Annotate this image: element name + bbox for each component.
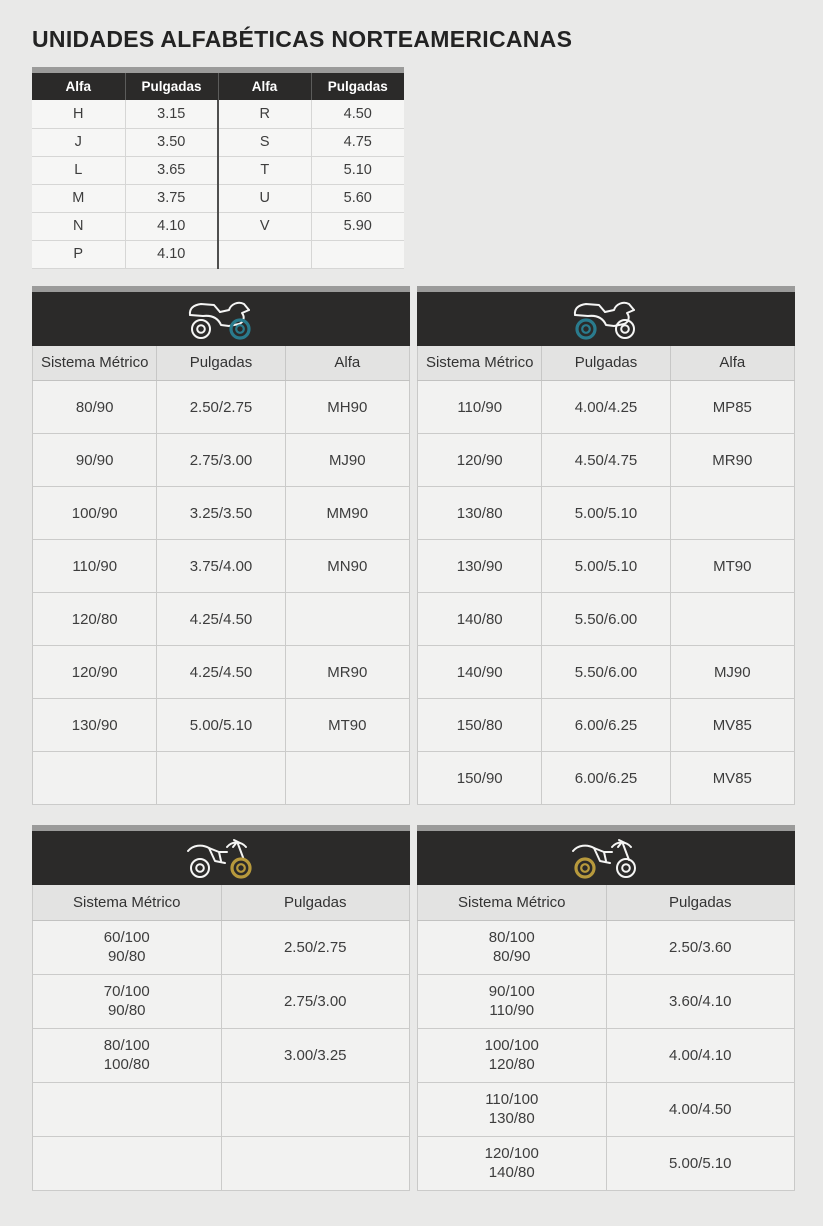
table-cell: MV85 [670, 699, 794, 752]
table-cell: MT90 [285, 699, 409, 752]
table-row [32, 212, 404, 240]
column-header-alfa: Alfa [670, 346, 794, 381]
offroad-front-header-row [33, 885, 410, 920]
table-row [33, 920, 410, 974]
table-cell [221, 1136, 410, 1190]
highlighted-rear-wheel [576, 859, 594, 877]
table-cell: 80/100 80/90 [418, 920, 607, 974]
table-cell [311, 240, 404, 268]
table-cell: 80/100 100/80 [33, 1028, 222, 1082]
table-row [418, 1082, 795, 1136]
column-header-pulgadas: Pulgadas [157, 346, 285, 381]
table-cell: 130/80 [418, 487, 542, 540]
table-row [33, 752, 410, 805]
offroad-rear-header-row [418, 885, 795, 920]
table-cell: V [218, 212, 311, 240]
table-cell: MP85 [670, 381, 794, 434]
table-row [418, 752, 795, 805]
table-cell: 2.50/2.75 [157, 381, 285, 434]
column-header-pulgadas: Pulgadas [542, 346, 670, 381]
table-cell: 120/100 140/80 [418, 1136, 607, 1190]
table-cell: 5.50/6.00 [542, 593, 670, 646]
table-cell: 5.90 [311, 212, 404, 240]
offroad-rear-tire-table [417, 825, 795, 1191]
column-header-pulgadas: Pulgadas [311, 73, 404, 100]
table-cell: 4.50/4.75 [542, 434, 670, 487]
table-cell: 110/100 130/80 [418, 1082, 607, 1136]
table-cell: MR90 [285, 646, 409, 699]
table-cell: 4.50 [311, 100, 404, 128]
street-tire-section [32, 286, 795, 806]
table-cell: S [218, 128, 311, 156]
table-row [33, 381, 410, 434]
icon-band [32, 831, 410, 885]
table-cell: 5.10 [311, 156, 404, 184]
table-row [32, 184, 404, 212]
table-cell: 3.50 [125, 128, 218, 156]
table-row [418, 593, 795, 646]
table-row [32, 100, 404, 128]
column-header-sistema-metrico: Sistema Métrico [418, 885, 607, 920]
table-cell: M [32, 184, 125, 212]
table-row [418, 920, 795, 974]
table-cell [157, 752, 285, 805]
table-cell [221, 1082, 410, 1136]
table-cell: 6.00/6.25 [542, 699, 670, 752]
table-cell: MJ90 [285, 434, 409, 487]
table-cell: 5.60 [311, 184, 404, 212]
table-cell: 5.00/5.10 [157, 699, 285, 752]
street-rear-header-row [418, 346, 795, 381]
icon-band [32, 292, 410, 346]
icon-band [417, 831, 795, 885]
table-cell: MN90 [285, 540, 409, 593]
table-cell [33, 752, 157, 805]
table-cell: 4.00/4.10 [606, 1028, 795, 1082]
table-row [33, 593, 410, 646]
table-cell: MR90 [670, 434, 794, 487]
table-row [418, 974, 795, 1028]
column-header-alfa: Alfa [218, 73, 311, 100]
table-cell: L [32, 156, 125, 184]
table-cell: 2.50/3.60 [606, 920, 795, 974]
table-cell: 100/100 120/80 [418, 1028, 607, 1082]
table-cell: 110/90 [33, 540, 157, 593]
alpha-units-table [32, 67, 404, 269]
table-cell: 110/90 [418, 381, 542, 434]
table-cell [670, 593, 794, 646]
street-rear-tire-table [417, 286, 795, 806]
street-front-tire-table [32, 286, 410, 806]
table-row [418, 646, 795, 699]
offroad-tire-section [32, 825, 795, 1191]
highlighted-rear-wheel [577, 320, 595, 338]
table-cell: 70/100 90/80 [33, 974, 222, 1028]
table-cell [33, 1082, 222, 1136]
table-cell: 4.10 [125, 240, 218, 268]
sport-motorcycle-rear-tire-icon [567, 296, 645, 342]
table-cell: 2.75/3.00 [221, 974, 410, 1028]
column-header-pulgadas: Pulgadas [221, 885, 410, 920]
table-row [32, 128, 404, 156]
table-cell: R [218, 100, 311, 128]
table-row [33, 1136, 410, 1190]
table-cell: 3.75 [125, 184, 218, 212]
table-cell: MT90 [670, 540, 794, 593]
table-cell: 4.00/4.25 [542, 381, 670, 434]
table-cell: 150/90 [418, 752, 542, 805]
table-cell: 5.50/6.00 [542, 646, 670, 699]
table-cell: U [218, 184, 311, 212]
table-cell [670, 487, 794, 540]
table-cell: 4.10 [125, 212, 218, 240]
table-cell: 60/100 90/80 [33, 920, 222, 974]
column-header-alfa: Alfa [32, 73, 125, 100]
table-cell: 4.25/4.50 [157, 646, 285, 699]
table-cell: H [32, 100, 125, 128]
table-cell: N [32, 212, 125, 240]
offroad-front-tire-table [32, 825, 410, 1191]
table-cell [218, 240, 311, 268]
table-cell: 90/90 [33, 434, 157, 487]
table-cell: 120/80 [33, 593, 157, 646]
table-cell: 6.00/6.25 [542, 752, 670, 805]
table-row [33, 1082, 410, 1136]
table-cell: 4.00/4.50 [606, 1082, 795, 1136]
table-cell: MJ90 [670, 646, 794, 699]
table-row [418, 381, 795, 434]
table-cell: 3.00/3.25 [221, 1028, 410, 1082]
column-header-alfa: Alfa [285, 346, 409, 381]
table-row [418, 540, 795, 593]
sport-motorcycle-front-tire-icon [182, 296, 260, 342]
table-row [33, 699, 410, 752]
page-title: UNIDADES ALFABÉTICAS NORTEAMERICANAS [32, 26, 573, 52]
alpha-header-row [32, 73, 404, 100]
table-cell: P [32, 240, 125, 268]
table-cell: MM90 [285, 487, 409, 540]
table-row [33, 487, 410, 540]
table-cell [33, 1136, 222, 1190]
table-cell: 120/90 [418, 434, 542, 487]
table-row [33, 646, 410, 699]
table-row [418, 1028, 795, 1082]
table-cell: J [32, 128, 125, 156]
table-row [418, 1136, 795, 1190]
table-cell: 140/80 [418, 593, 542, 646]
table-row [33, 1028, 410, 1082]
table-cell: 130/90 [33, 699, 157, 752]
table-cell: 4.75 [311, 128, 404, 156]
table-cell: 100/90 [33, 487, 157, 540]
table-row [418, 699, 795, 752]
table-cell: 150/80 [418, 699, 542, 752]
table-cell [285, 752, 409, 805]
table-row [32, 156, 404, 184]
table-cell [285, 593, 409, 646]
table-row [418, 434, 795, 487]
table-cell: 5.00/5.10 [542, 540, 670, 593]
dirt-motorcycle-front-tire-icon [182, 835, 260, 881]
table-cell: 80/90 [33, 381, 157, 434]
table-cell: MV85 [670, 752, 794, 805]
table-cell: 3.25/3.50 [157, 487, 285, 540]
table-cell: 4.25/4.50 [157, 593, 285, 646]
column-header-sistema-metrico: Sistema Métrico [33, 346, 157, 381]
table-cell: 3.60/4.10 [606, 974, 795, 1028]
table-cell: 5.00/5.10 [542, 487, 670, 540]
table-cell: T [218, 156, 311, 184]
column-header-pulgadas: Pulgadas [606, 885, 795, 920]
table-cell: 5.00/5.10 [606, 1136, 795, 1190]
table-cell: 140/90 [418, 646, 542, 699]
column-header-sistema-metrico: Sistema Métrico [33, 885, 222, 920]
table-cell: MH90 [285, 381, 409, 434]
column-header-sistema-metrico: Sistema Métrico [418, 346, 542, 381]
table-cell: 130/90 [418, 540, 542, 593]
table-row [418, 487, 795, 540]
table-row [32, 240, 404, 268]
icon-band [417, 292, 795, 346]
table-cell: 2.75/3.00 [157, 434, 285, 487]
column-header-pulgadas: Pulgadas [125, 73, 218, 100]
street-front-header-row [33, 346, 410, 381]
dirt-motorcycle-rear-tire-icon [567, 835, 645, 881]
table-cell: 3.15 [125, 100, 218, 128]
table-row [33, 974, 410, 1028]
table-cell: 3.75/4.00 [157, 540, 285, 593]
table-cell: 2.50/2.75 [221, 920, 410, 974]
table-cell: 3.65 [125, 156, 218, 184]
highlighted-front-wheel [232, 859, 250, 877]
table-cell: 90/100 110/90 [418, 974, 607, 1028]
table-cell: 120/90 [33, 646, 157, 699]
table-row [33, 540, 410, 593]
table-row [33, 434, 410, 487]
